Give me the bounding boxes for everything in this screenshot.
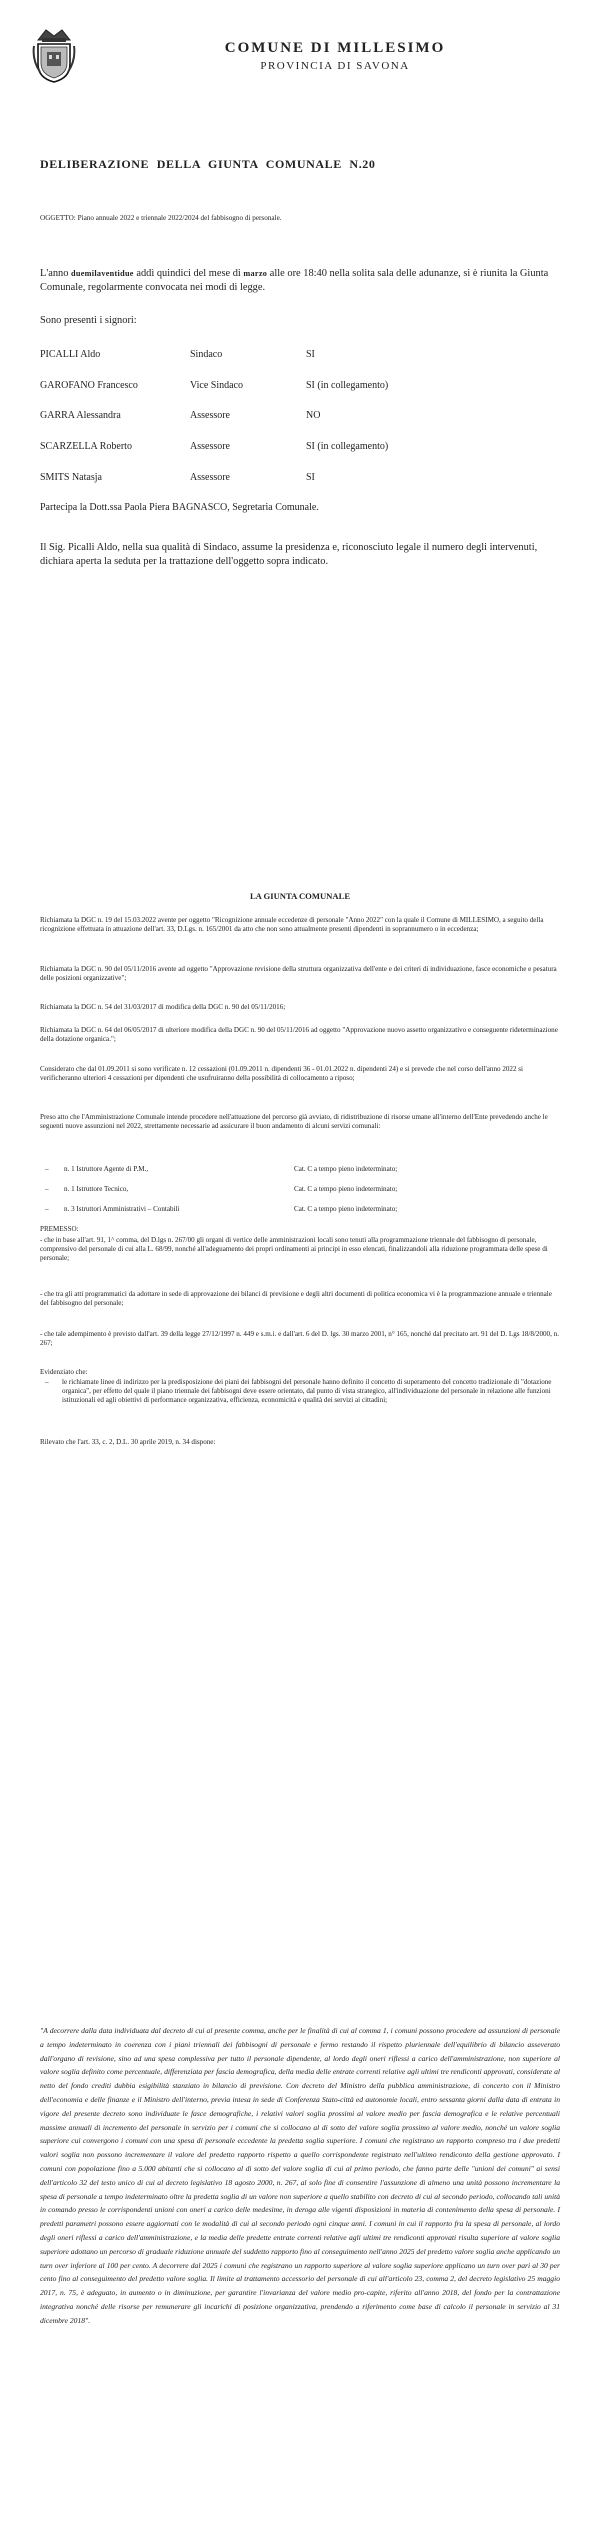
deliberation-title: DELIBERAZIONE DELLA GIUNTA COMUNALE N.20 [40,157,376,171]
list-bullet: – [45,1165,49,1173]
member-name: PICALLI Aldo [40,349,101,360]
chair-paragraph: Il Sig. Picalli Aldo, nella sua qualità di Sindaco, assume la presidenza e, riconosciuto legale il numero degli intervenuti, dichiara aperta la seduta per la trattazione dell'oggetto sopra indicato. [40,542,538,567]
paragraph-dgc-90: Richiamata la DGC n. 90 del 05/11/2016 avente ad oggetto "Approvazione revisione della struttura organizzativa dell'ente e dei criteri di individuazione, fasce economiche e pesatura delle posizioni organizzative"; [40,965,557,983]
member-status: SI [306,349,315,360]
premesso-item-3: - che tale adempimento è previsto dall'art. 39 della legge 27/12/1997 n. 449 e s.m.i. e dall'art. 6 del D. lgs. 30 marzo 2001, n° 165, nonché dal precitato art. 91 del D. Lgs 18/8/2000, n. 267; [40,1330,559,1348]
member-name: SCARZELLA Roberto [40,441,132,452]
service-category: Cat. C a tempo pieno indeterminato; [294,1165,398,1173]
service-category: Cat. C a tempo pieno indeterminato; [294,1205,398,1213]
member-status: SI (in collegamento) [306,380,389,391]
paragraph-dgc-64: Richiamata la DGC n. 64 del 06/05/2017 di ulteriore modifica della DGC n. 90 del 05/11/2016 ad oggetto "Approvazione nuovo assetto organizzativo e conseguente rideterminazione della dotazione organica."; [40,1026,558,1044]
member-role: Assessore [190,410,230,421]
premesso-item-2: - che tra gli atti programmatici da adottare in sede di approvazione dei bilanci di previsione e degli altri documenti di politica economica vi è la programmazione annuale e triennale del fabbisogno del personale; [40,1290,552,1308]
meeting-mid: addì quindici del mese di [133,268,244,279]
deliberation-subject: OGGETTO: Piano annuale 2022 e triennale 2022/2024 del fabbisogno di personale. [40,214,282,222]
service-category: Cat. C a tempo pieno indeterminato; [294,1185,398,1193]
paragraph-preso-atto: Preso atto che l'Amministrazione Comunale intende procedere nell'attuazione del percorso già avviato, di ridistribuzione di risorse umane all'interno dell'Ente prevedendo anche le seguenti nuove assunzioni nel 2022, strettamente necessarie ad assicurare il buon andamento di alcuni servizi comunali: [40,1113,548,1131]
meeting-month: marzo [243,269,268,278]
member-status: SI [306,472,315,483]
quoted-law-text: "A decorrere dalla data individuata dal decreto di cui al presente comma, anche per le finalità di cui al comma 1, i comuni possono procedere ad assunzioni di personale a tempo indeterminato in coerenza con i piani triennali dei fabbisogni di personale e fermo restando il rispetto pluriennale dell'equilibrio di bilancio asseverato dall'organo di revisione, sino ad una spesa complessiva per tutto il personale dipendente, al lordo degli oneri riflessi a carico dell'amministrazione, non superiore al valore soglia definito come percentuale, differenziata per fascia demografica, della media delle entrate correnti relative agli ultimi tre rendiconti approvati, considerate al netto del fondo crediti dubbia esigibilità stanziato in bilancio di previsione. Con decreto del Ministro della pubblica amministrazione, di concerto con il Ministro dell'economia e delle finanze e il Ministro dell'interno, previa intesa in sede di Conferenza Stato-città ed autonomie locali, entro sessanta giorni dalla data di entrata in vigore del presente decreto sono individuate le fasce demografiche, i relativi valori soglia prossimi al valore medio per fascia demografica e le relative percentuali massime annuali di incremento del personale in servizio per i comuni che si collocano al di sotto del valore soglia prossimo al valore medio, nonché un valore soglia superiore cui convergono i comuni con una spesa di personale eccedente la predetta soglia superiore. I comuni che registrano un rapporto compreso tra i due predetti valori soglia non possono incrementare il valore del predetto rapporto rispetto a quello corrispondente registrato nell'ultimo rendiconto della gestione approvato. I comuni con popolazione fino a 5.000 abitanti che si collocano al di sotto del valore soglia di cui al primo periodo, che fanno parte delle "unioni dei comuni" ai sensi dell'articolo 32 del testo unico di cui al decreto legislativo 18 agosto 2000, n. 267, al solo fine di consentire l'assunzione di almeno una unità possono incrementare la spesa di personale a tempo indeterminato oltre la predetta soglia di un valore non superiore a quello stabilito con decreto di cui al secondo periodo, collocando tali unità in comando presso le corrispondenti unioni con oneri a carico delle medesime, in deroga alle vigenti disposizioni in materia di contenimento della spesa di personale. I predetti parametri possono essere aggiornati con le modalità di cui al secondo periodo ogni cinque anni. I comuni in cui il rapporto fra la spesa di personale, al lordo degli oneri riflessi a carico dell'amministrazione, e la media delle predette entrate correnti relative agli ultimi tre rendiconti approvati risulta superiore al valore soglia superiore adottano un percorso di graduale riduzione annuale del suddetto rapporto fino al conseguimento nell'anno 2025 del predetto valore soglia anche applicando un turn over inferiore al 100 per cento. A decorrere dal 2025 i comuni che registrano un rapporto superiore al valore soglia superiore applicano un turn over pari al 30 per cento fino al conseguimento del predetto valore soglia. Il limite al trattamento accessorio del personale di cui all'articolo 23, comma 2, del decreto legislativo 25 maggio 2017, n. 75, è adeguato, in aumento o in diminuzione, per garantire l'invarianza del valore medio pro-capite, riferito all'anno 2018, del fondo per la contrattazione integrativa nonché delle risorse per remunerare gli incarichi di posizione organizzativa, prendendo a riferimento come base di calcolo il personale in servizio al 31 dicembre 2018". [40,2026,560,2325]
member-status: NO [306,410,321,421]
section-title: LA GIUNTA COMUNALE [249,891,351,901]
paragraph-dgc-54: Richiamata la DGC n. 54 del 31/03/2017 di modifica della DGC n. 90 del 05/11/2016; [40,1003,286,1011]
member-status: SI (in collegamento) [306,441,389,452]
premesso-item-1: - che in base all'art. 91, 1^ comma, del D.lgs n. 267/00 gli organi di vertice delle amministrazioni locali sono tenuti alla programmazione triennale del fabbisogno di personale, comprensivo del personale di cui alla L. 68/99, nonché all'adeguamento dei propri ordinamenti ai principi in esso elencati, finalizzandoli alla riduzione programmata delle spese di personale; [40,1236,548,1263]
rilevato-line: Rilevato che l'art. 33, c. 2, D.L. 30 aprile 2019, n. 34 dispone: [40,1438,216,1446]
paragraph-dgc-19: Richiamata la DGC n. 19 del 15.03.2022 avente per oggetto "Ricognizione annuale eccedenze di personale "Anno 2022" con la quale il Comune di MILLESIMO, a seguito della ricognizione effettuata in attuazione dell'art. 33, D.Lgs. n. 165/2001 da atto che non sono attualmente presenti dipendenti in soprannumero o in eccedenza; [40,916,544,934]
paragraph-cessazioni: Considerato che dal 01.09.2011 si sono verificate n. 12 cessazioni (01.09.2011 n. dipendenti 36 - 01.01.2022 n. dipendenti 24) e si prevede che nel corso dell'anno 2022 si verificheranno ulteriori 4 cessazioni per dipendenti che usufruiranno della possibilità di collocamento a riposo; [40,1065,524,1083]
meeting-end: alle ore 18:40 nella solita sala delle adunanze, si è riunita la Giunta Comunale, regolarmente convocata nei modi di legge. [40,268,549,293]
member-role: Assessore [190,441,230,452]
service-name: n. 1 Istruttore Agente di P.M., [64,1165,149,1173]
town-name: COMUNE DI MILLESIMO [224,40,446,56]
member-name: GAROFANO Francesco [40,380,138,391]
meeting-paragraph [40,267,560,294]
list-bullet: – [45,1378,49,1386]
evidenziato-label: Evidenziato che: [40,1368,88,1376]
secretary-line: Partecipa la Dott.ssa Paola Piera BAGNASCO, Segretaria Comunale. [40,502,319,513]
member-name: GARRA Alessandra [40,410,121,421]
evidenziato-text: le richiamate linee di indirizzo per la predisposizione dei piani dei fabbisogni del personale hanno definito il concetto di superamento del concetto tradizionale di "dotazione organica", per effetto del quale il piano triennale dei fabbisogni deve essere orientato, dal punto di vista strategico, all'individuazione del personale in relazione alle funzioni istituzionali ed agli obiettivi di performance organizzativa, efficienza, economicità e qualità dei servizi ai cittadini; [62,1378,552,1405]
member-role: Assessore [190,472,230,483]
member-role: Vice Sindaco [190,380,243,391]
service-name: n. 1 Istruttore Tecnico, [64,1185,129,1193]
list-bullet: – [45,1185,49,1193]
list-bullet: – [45,1205,49,1213]
present-label: Sono presenti i signori: [40,315,137,326]
member-role: Sindaco [190,349,223,360]
meeting-intro: L'anno [40,268,72,279]
municipal-crest-icon [32,26,76,84]
province-name: PROVINCIA DI SAVONA [260,60,410,72]
premesso-label: PREMESSO: [40,1225,79,1233]
service-name: n. 3 Istruttori Amministrativi – Contabili [64,1205,180,1213]
member-name: SMITS Natasja [40,472,102,483]
meeting-year: duemilaventidue [71,269,134,278]
